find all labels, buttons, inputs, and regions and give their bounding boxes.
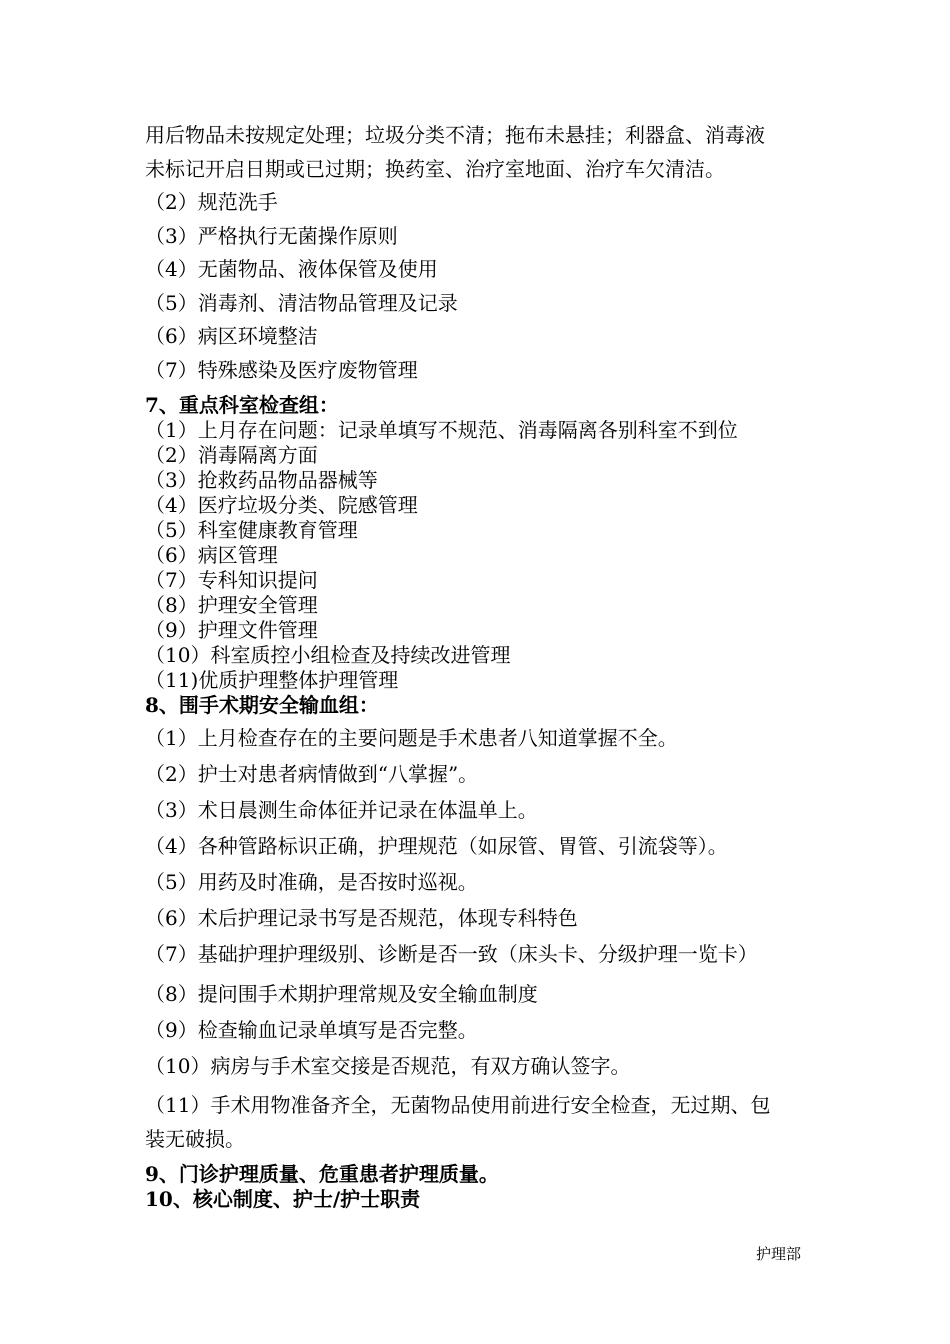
- list-item: （9）检查输血记录单填写是否完整。: [145, 1018, 478, 1042]
- list-item: （3）严格执行无菌操作原则: [145, 224, 398, 248]
- list-item-continuation: 装无破损。: [145, 1127, 245, 1151]
- list-item: （5）消毒剂、清洁物品管理及记录: [145, 291, 458, 315]
- list-item: （8）提问围手术期护理常规及安全输血制度: [145, 982, 538, 1006]
- section-heading: 8、围手术期安全输血组：: [145, 693, 379, 717]
- list-item: （4）医疗垃圾分类、院感管理: [145, 493, 418, 517]
- list-item: （3）抢救药品物品器械等: [145, 468, 378, 492]
- list-item: （9）护理文件管理: [145, 618, 318, 642]
- list-item: （2）护士对患者病情做到“八掌握”。: [145, 762, 479, 786]
- list-item: （1）上月检查存在的主要问题是手术患者八知道掌握不全。: [145, 726, 678, 750]
- list-item: （6）术后护理记录书写是否规范，体现专科特色: [145, 906, 578, 930]
- list-item: （7）基础护理护理级别、诊断是否一致（床头卡、分级护理一览卡）: [145, 942, 758, 966]
- paragraph-line: 用后物品未按规定处理；垃圾分类不清；拖布未悬挂；利器盒、消毒液: [145, 123, 765, 147]
- list-item: （7）特殊感染及医疗废物管理: [145, 358, 418, 382]
- list-item: （4）无菌物品、液体保管及使用: [145, 257, 438, 281]
- list-item: （11）手术用物准备齐全，无菌物品使用前进行安全检查，无过期、包: [145, 1093, 771, 1117]
- list-item: （4）各种管路标识正确，护理规范（如尿管、胃管、引流袋等）。: [145, 834, 728, 858]
- list-item: （2）规范洗手: [145, 190, 278, 214]
- list-item: （8）护理安全管理: [145, 593, 318, 617]
- list-item: （6）病区管理: [145, 543, 278, 567]
- list-item: （7）专科知识提问: [145, 568, 318, 592]
- page-footer: 护理部: [756, 1245, 802, 1263]
- section-heading: 10、核心制度、护士/护士职责: [145, 1187, 421, 1211]
- list-item: （3）术日晨测生命体征并记录在体温单上。: [145, 798, 538, 822]
- list-item: （5）用药及时准确，是否按时巡视。: [145, 870, 478, 894]
- list-item: （2）消毒隔离方面: [145, 443, 318, 467]
- section-heading: 9、门诊护理质量、危重患者护理质量。: [145, 1162, 499, 1186]
- list-item: （6）病区环境整洁: [145, 324, 318, 348]
- list-item: （1）上月存在问题：记录单填写不规范、消毒隔离各别科室不到位: [145, 418, 738, 442]
- list-item: （5）科室健康教育管理: [145, 518, 358, 542]
- list-item: （11)优质护理整体护理管理: [145, 668, 399, 692]
- list-item: （10）病房与手术室交接是否规范，有双方确认签字。: [145, 1054, 631, 1078]
- list-item: （10）科室质控小组检查及持续改进管理: [145, 643, 511, 667]
- section-heading: 7、重点科室检查组：: [145, 393, 339, 417]
- paragraph-line: 未标记开启日期或已过期；换药室、治疗室地面、治疗车欠清洁。: [145, 157, 725, 181]
